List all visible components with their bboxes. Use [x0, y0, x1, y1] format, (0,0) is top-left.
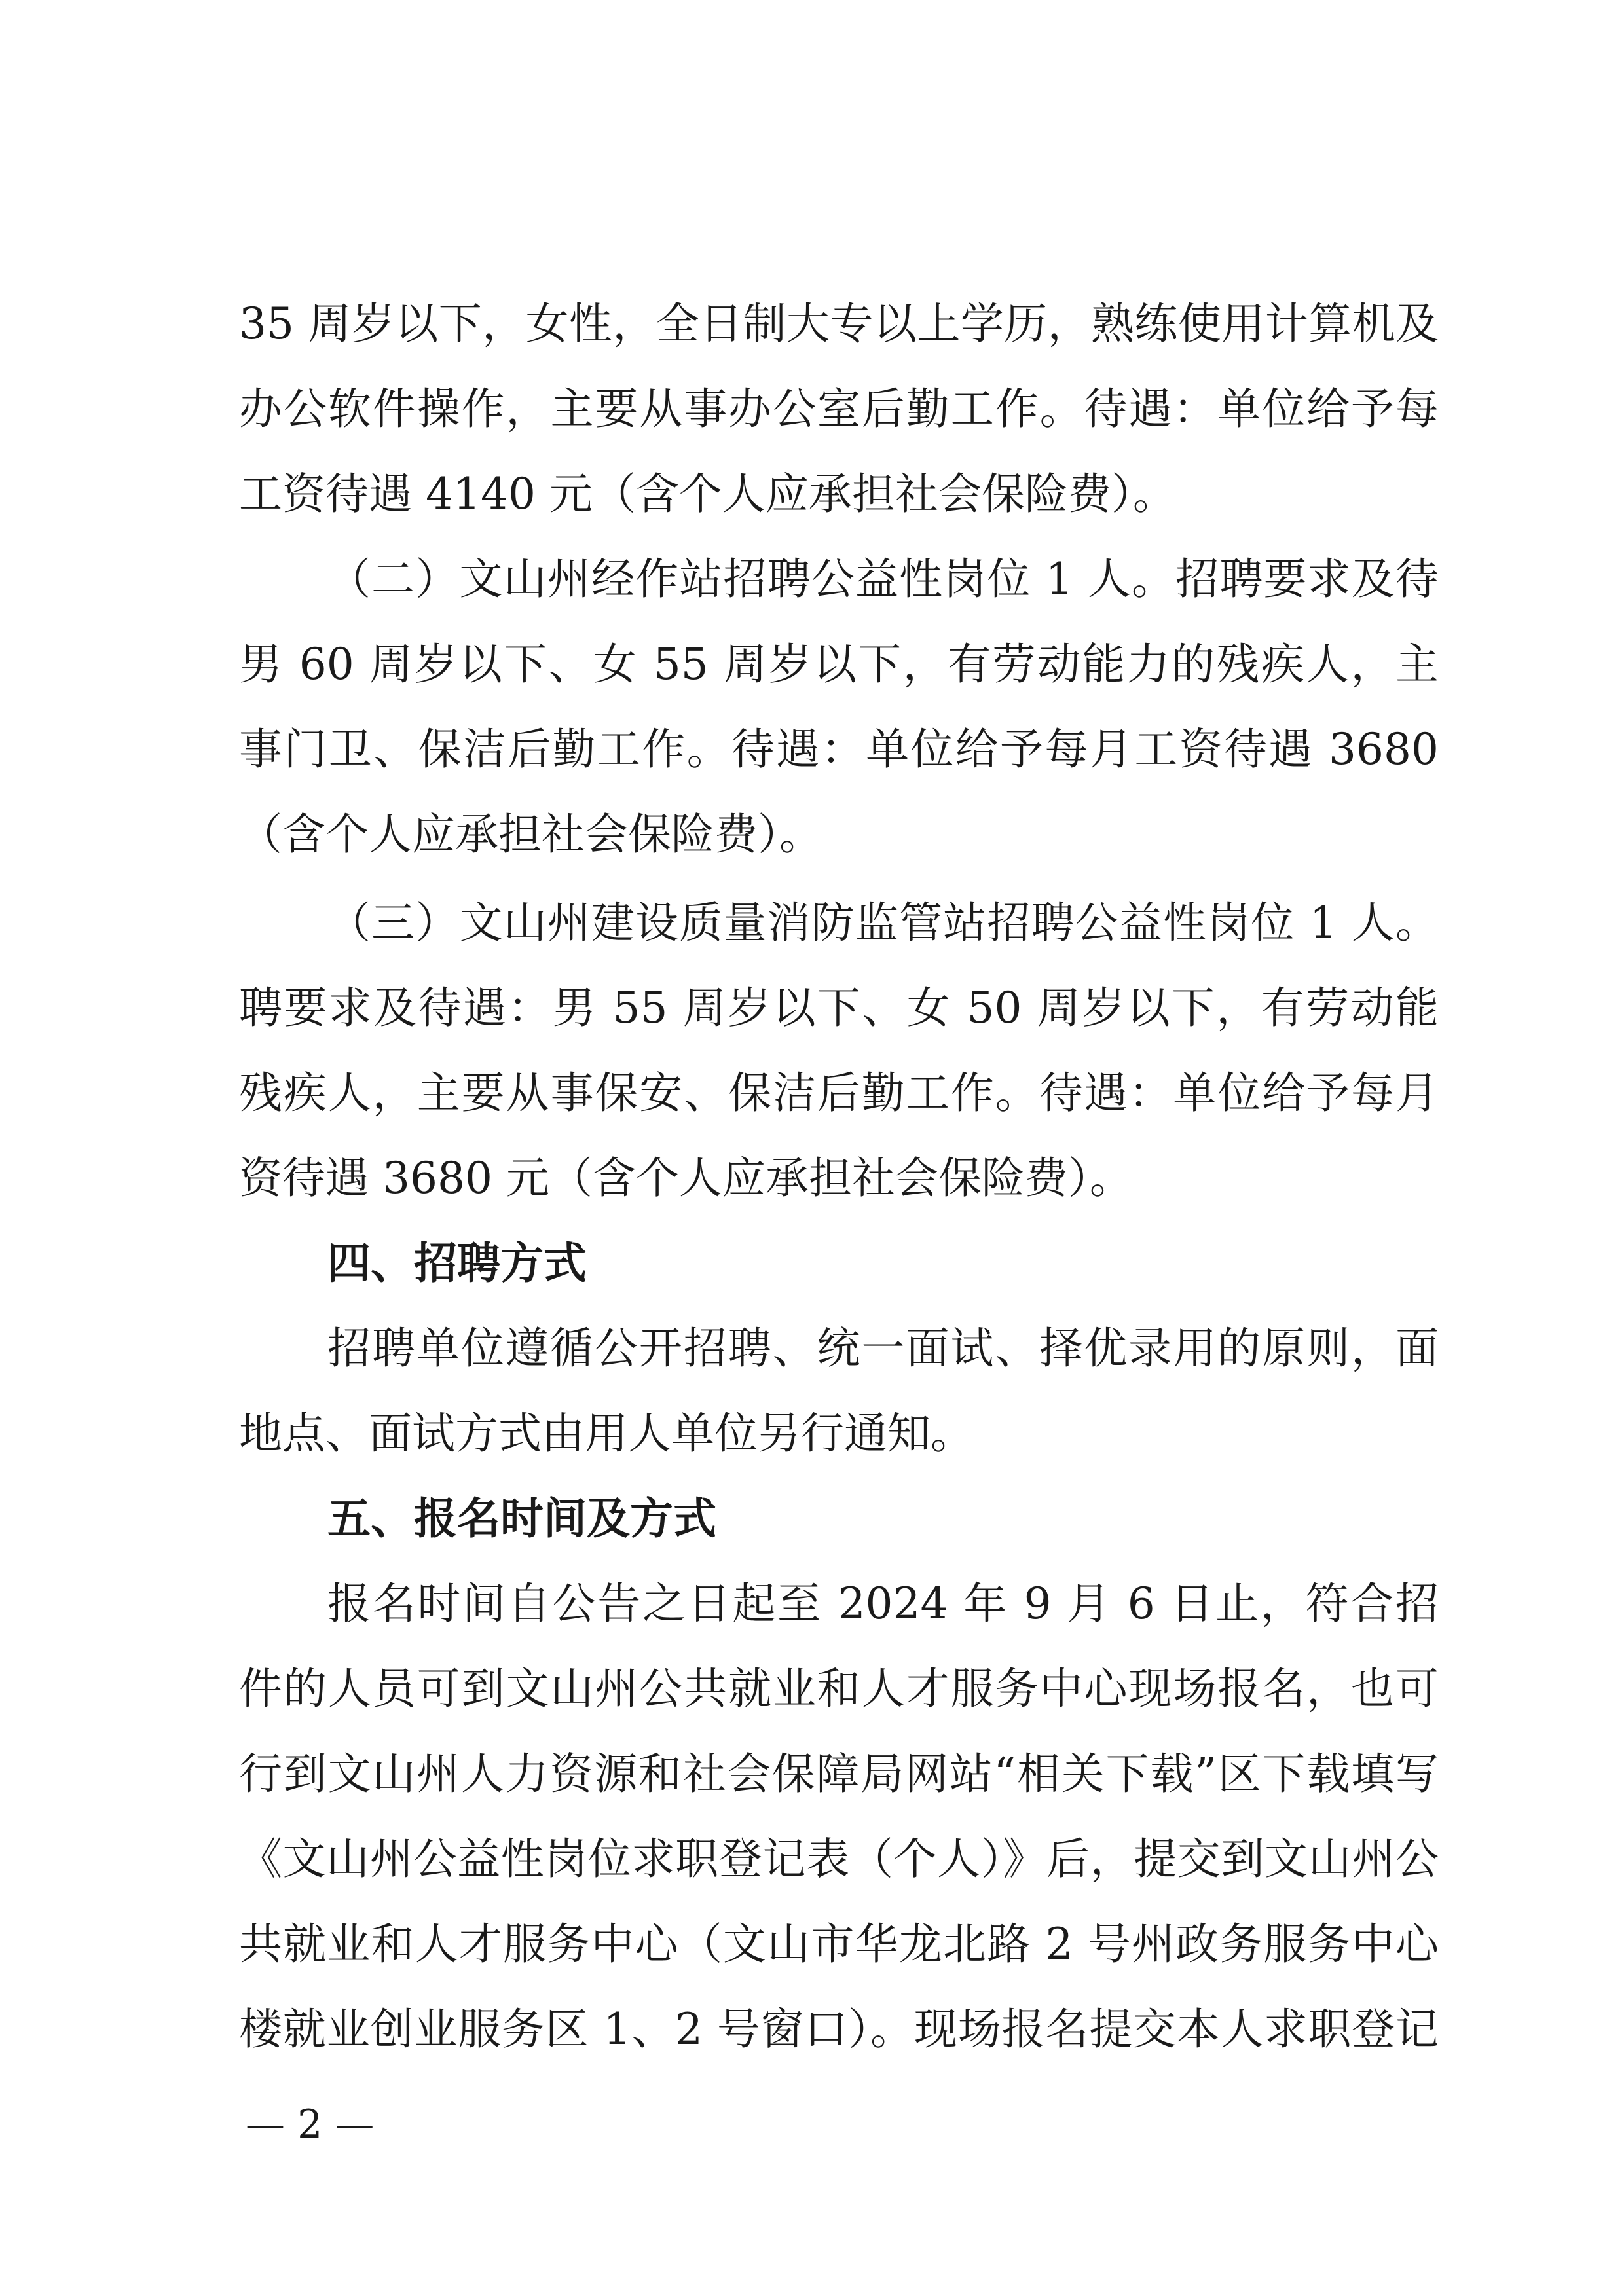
text-line: （含个人应承担社会保险费）。 [239, 809, 822, 860]
text-line: 共就业和人才服务中心（文山市华龙北路 2 号州政务服务中心 [239, 1919, 1439, 1969]
text-line: 《文山州公益性岗位求职登记表（个人）》后，提交到文山州公 [239, 1834, 1439, 1884]
section-heading: 五、报名时间及方式 [327, 1493, 716, 1544]
text-line: 件的人员可到文山州公共就业和人才服务中心现场报名，也可 [239, 1664, 1439, 1714]
text-line: 报名时间自公告之日起至 2024 年 9 月 6 日止，符合招 [327, 1578, 1439, 1629]
text-line: 事门卫、保洁后勤工作。待遇：单位给予每月工资待遇 3680 [239, 724, 1439, 774]
text-line: 招聘单位遵循公开招聘、统一面试、择优录用的原则，面 [327, 1323, 1439, 1374]
text-line: 地点、面试方式由用人单位另行通知。 [239, 1408, 974, 1459]
text-line: 聘要求及待遇：男 55 周岁以下、女 50 周岁以下，有劳动能 [239, 983, 1439, 1033]
text-line: （三）文山州建设质量消防监管站招聘公益性岗位 1 人。 [327, 898, 1439, 948]
text-line: （二）文山州经作站招聘公益性岗位 1 人。招聘要求及待 [327, 554, 1439, 604]
text-line: 行到文山州人力资源和社会保障局网站“相关下载”区下载填写 [239, 1749, 1439, 1799]
text-line: 办公软件操作，主要从事办公室后勤工作。待遇：单位给予每 [239, 384, 1439, 434]
text-line: 楼就业创业服务区 1、2 号窗口）。现场报名提交本人求职登记 [239, 2004, 1439, 2054]
text-line: 残疾人，主要从事保安、保洁后勤工作。待遇：单位给予每月 [239, 1068, 1439, 1118]
text-line: 资待遇 3680 元（含个人应承担社会保险费）。 [239, 1153, 1133, 1203]
page-number: — 2 — [246, 2102, 375, 2147]
text-line: 35 周岁以下，女性，全日制大专以上学历，熟练使用计算机及 [239, 299, 1439, 349]
text-line: 工资待遇 4140 元（含个人应承担社会保险费）。 [239, 469, 1176, 519]
text-line: 男 60 周岁以下、女 55 周岁以下，有劳动能力的残疾人，主 [239, 639, 1439, 689]
section-heading: 四、招聘方式 [327, 1238, 587, 1288]
